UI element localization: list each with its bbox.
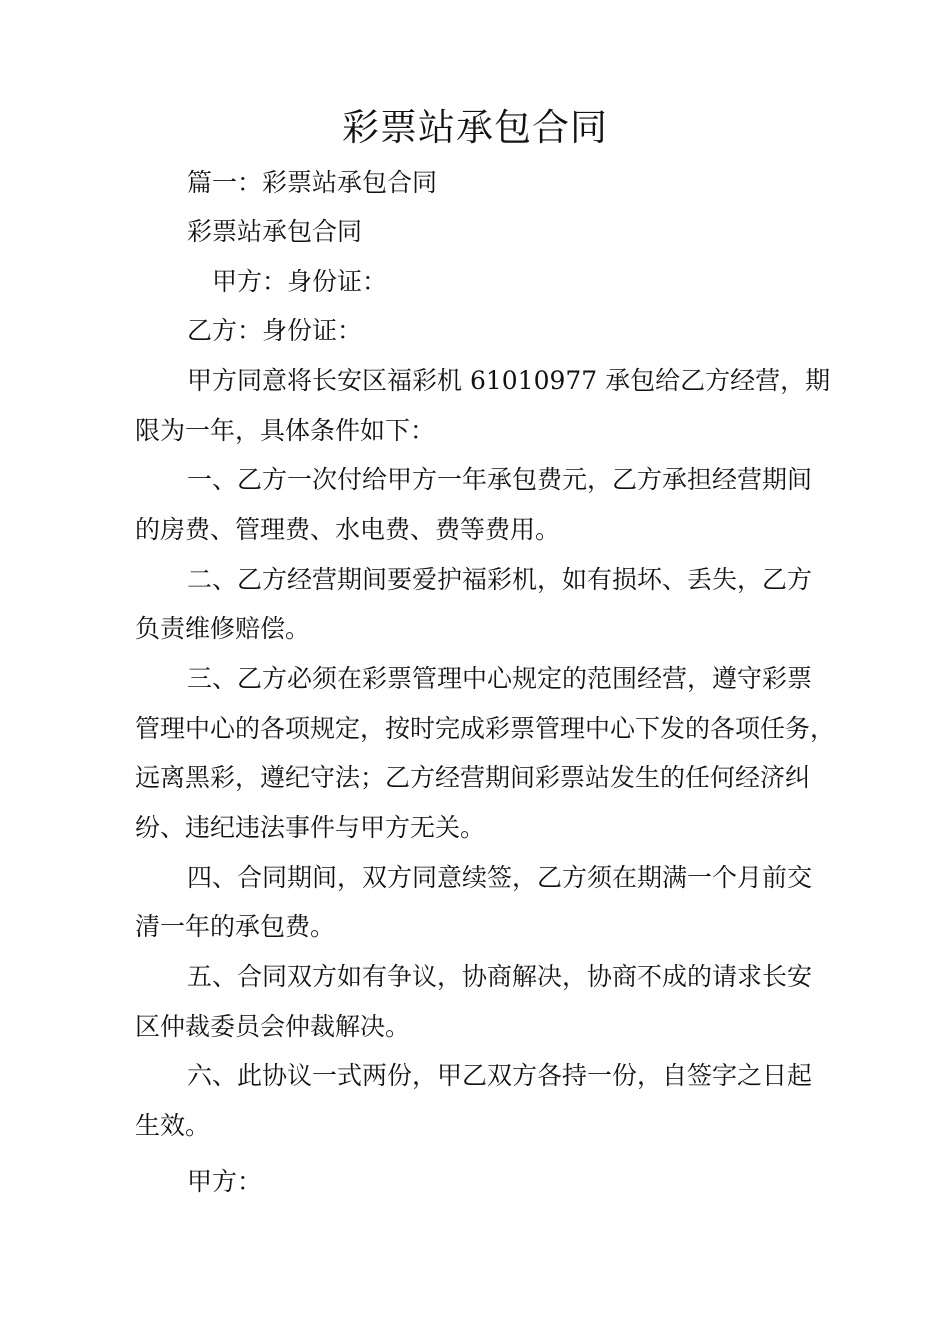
document-title: 彩票站承包合同 [342, 106, 608, 149]
clause-1-line-1: 一、乙方一次付给甲方一年承包费元，乙方承担经营期间 [187, 465, 813, 494]
clause-2-line-2: 负责维修赔偿。 [135, 614, 311, 643]
intro-line-2: 限为一年，具体条件如下： [135, 416, 436, 445]
clause-5-line-1: 五、合同双方如有争议，协商解决，协商不成的请求长安 [187, 962, 813, 991]
clause-6-line-1: 六、此协议一式两份，甲乙双方各持一份，自签字之日起 [187, 1061, 813, 1090]
clause-3-line-1: 三、乙方必须在彩票管理中心规定的范围经营，遵守彩票 [187, 664, 813, 693]
clause-3-line-2: 管理中心的各项规定，按时完成彩票管理中心下发的各项任务， [135, 714, 836, 743]
clause-3-line-4: 纷、违纪违法事件与甲方无关。 [135, 813, 486, 842]
party-a-id-line: 甲方：身份证： [212, 267, 388, 296]
clause-1-line-2: 的房费、管理费、水电费、费等费用。 [135, 515, 561, 544]
intro-line-1: 甲方同意将长安区福彩机 61010977 承包给乙方经营，期 [187, 366, 831, 395]
clause-4-line-1: 四、合同期间，双方同意续签，乙方须在期满一个月前交 [187, 863, 813, 892]
clause-3-line-3: 远离黑彩，遵纪守法；乙方经营期间彩票站发生的任何经济纠 [135, 763, 811, 792]
clause-4-line-2: 清一年的承包费。 [135, 912, 336, 941]
party-b-id-line: 乙方：身份证： [187, 316, 363, 345]
clause-6-line-2: 生效。 [135, 1111, 211, 1140]
party-a-signature-line: 甲方： [187, 1167, 263, 1196]
clause-5-line-2: 区仲裁委员会仲裁解决。 [135, 1012, 411, 1041]
contract-subtitle: 彩票站承包合同 [187, 217, 363, 246]
section-heading: 篇一：彩票站承包合同 [187, 168, 438, 197]
clause-2-line-1: 二、乙方经营期间要爱护福彩机，如有损坏、丢失，乙方 [187, 565, 813, 594]
